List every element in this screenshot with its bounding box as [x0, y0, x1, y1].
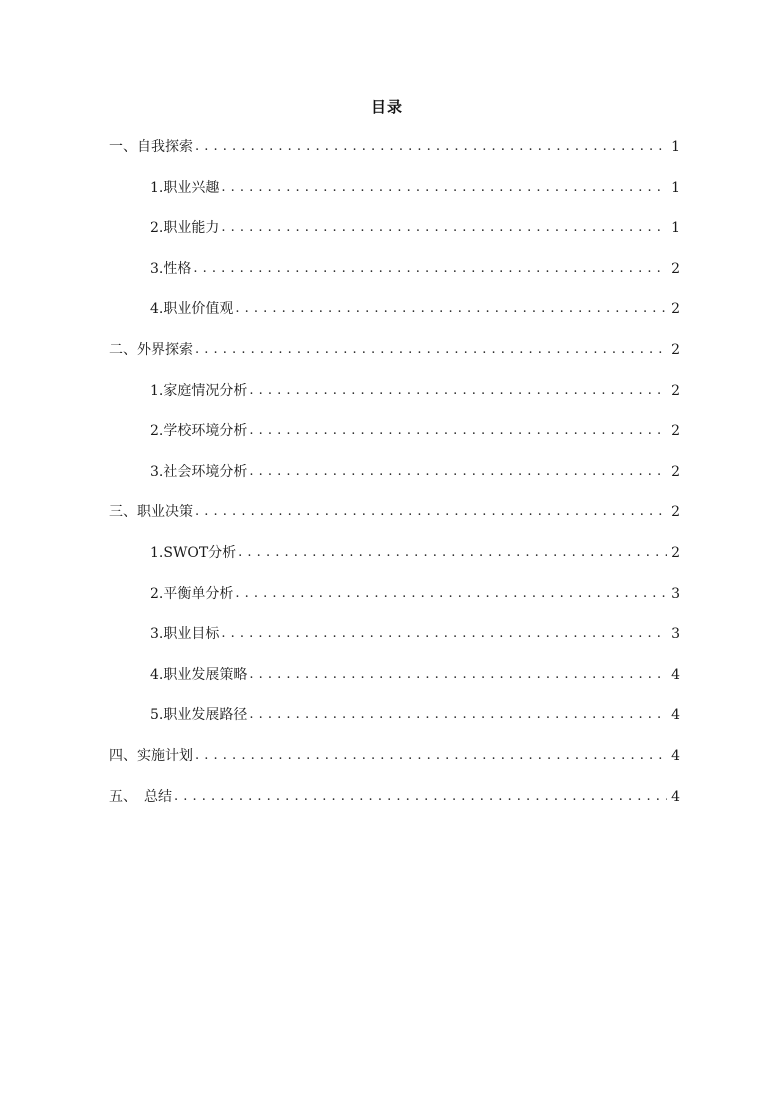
toc-page-number: 4: [671, 667, 680, 683]
toc-dot-leader: [238, 542, 667, 564]
toc-entry-label: 1.家庭情况分析: [150, 383, 248, 399]
toc-dot-leader: [195, 136, 667, 158]
toc-section-entry[interactable]: [109, 339, 680, 361]
toc-page-number: 1: [671, 220, 680, 236]
toc-entry-label: 5.职业发展路径: [150, 707, 248, 723]
toc-entry-label: 三、职业决策: [109, 504, 193, 520]
toc-dot-leader: [249, 461, 667, 483]
toc-page-number: 3: [671, 626, 680, 642]
toc-subsection-entry[interactable]: [150, 704, 680, 726]
toc-page-number: 2: [671, 301, 680, 317]
toc-page-number: 2: [671, 342, 680, 358]
toc-entry-label: 一、自我探索: [109, 139, 193, 155]
toc-entry-label: 4.职业价值观: [150, 301, 234, 317]
toc-entry-label: 2.平衡单分析: [150, 586, 234, 602]
toc-section-entry[interactable]: [109, 501, 680, 523]
toc-dot-leader: [195, 745, 667, 767]
toc-entry-label: 3.性格: [150, 261, 192, 277]
toc-title: 目录: [370, 98, 403, 116]
toc-entry-label: 4.职业发展策略: [150, 667, 248, 683]
toc-page-number: 2: [671, 504, 680, 520]
toc-dot-leader: [193, 258, 667, 280]
toc-dot-leader: [221, 217, 667, 239]
toc-page-number: 4: [671, 707, 680, 723]
toc-entry-label: 2.学校环境分析: [150, 423, 248, 439]
toc-dot-leader: [195, 339, 667, 361]
toc-page-number: 2: [671, 423, 680, 439]
toc-dot-leader: [249, 380, 667, 402]
toc-entry-label: 1.SWOT分析: [150, 545, 237, 561]
toc-subsection-entry[interactable]: [150, 217, 680, 239]
toc-section-entry[interactable]: [109, 786, 680, 808]
toc-section-entry[interactable]: [109, 136, 680, 158]
toc-subsection-entry[interactable]: [150, 623, 680, 645]
toc-page-number: 4: [671, 789, 680, 805]
toc-section-entry[interactable]: [109, 745, 680, 767]
toc-dot-leader: [249, 664, 667, 686]
toc-dot-leader: [235, 583, 667, 605]
toc-dot-leader: [221, 177, 667, 199]
toc-page-number: 2: [671, 545, 680, 561]
toc-subsection-entry[interactable]: [150, 542, 680, 564]
toc-page-number: 2: [671, 464, 680, 480]
toc-subsection-entry[interactable]: [150, 583, 680, 605]
toc-dot-leader: [249, 704, 667, 726]
toc-entry-label: 3.社会环境分析: [150, 464, 248, 480]
toc-dot-leader: [195, 501, 667, 523]
toc-subsection-entry[interactable]: [150, 298, 680, 320]
toc-dot-leader: [221, 623, 667, 645]
toc-subsection-entry[interactable]: [150, 664, 680, 686]
toc-entry-label: 3.职业目标: [150, 626, 220, 642]
toc-entry-label: 2.职业能力: [150, 220, 220, 236]
toc-subsection-entry[interactable]: [150, 258, 680, 280]
toc-page-number: 4: [671, 748, 680, 764]
toc-dot-leader: [174, 786, 667, 808]
toc-entry-label: 二、外界探索: [109, 342, 193, 358]
toc-subsection-entry[interactable]: [150, 461, 680, 483]
toc-page-number: 1: [671, 180, 680, 196]
toc-subsection-entry[interactable]: [150, 420, 680, 442]
toc-dot-leader: [249, 420, 667, 442]
toc-entry-label: 五、 总结: [109, 789, 172, 805]
toc-subsection-entry[interactable]: [150, 177, 680, 199]
toc-page-number: 1: [671, 139, 680, 155]
toc-entry-label: 四、实施计划: [109, 748, 193, 764]
toc-subsection-entry[interactable]: [150, 380, 680, 402]
toc-entry-label: 1.职业兴趣: [150, 180, 220, 196]
toc-page-number: 2: [671, 261, 680, 277]
toc-page-number: 3: [671, 586, 680, 602]
toc-page-number: 2: [671, 383, 680, 399]
toc-dot-leader: [235, 298, 667, 320]
